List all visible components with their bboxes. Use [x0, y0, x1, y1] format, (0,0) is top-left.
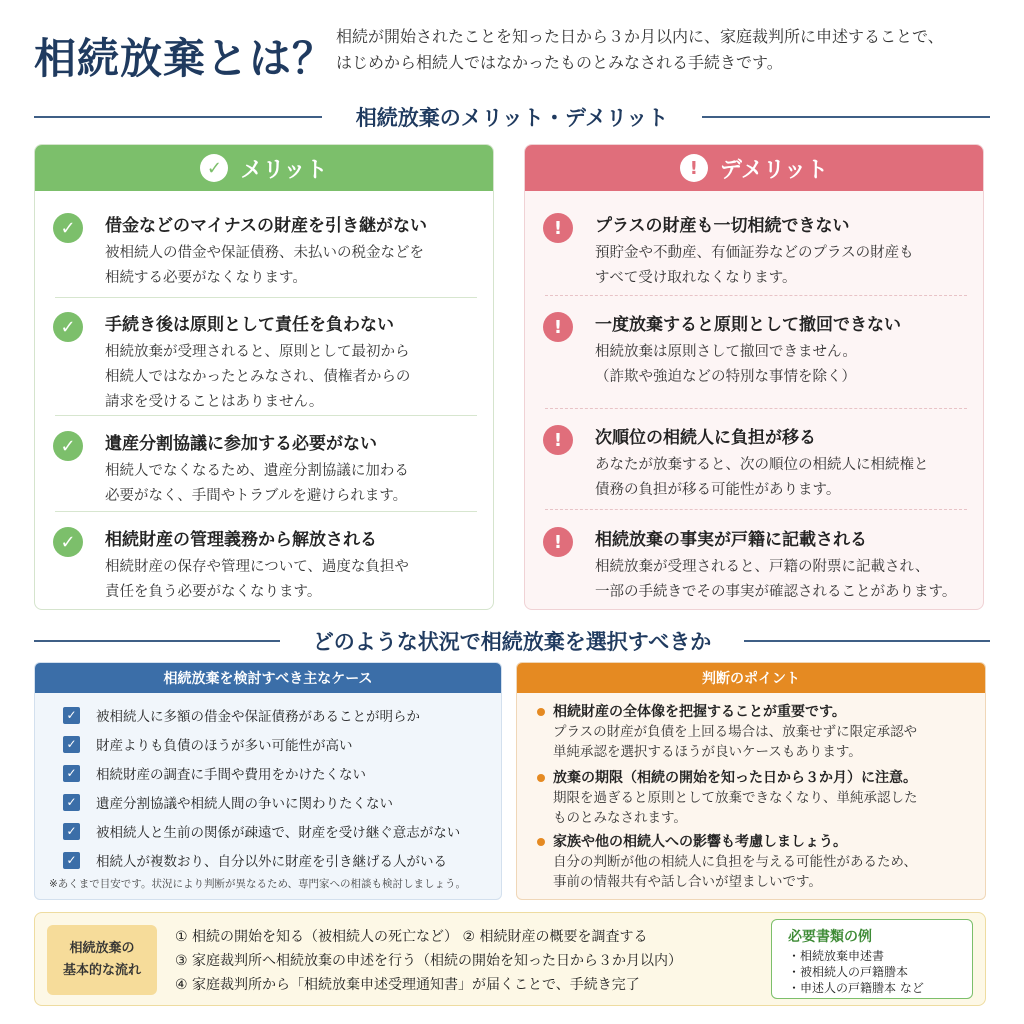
case-item	[63, 850, 447, 870]
item-separator	[545, 295, 967, 296]
check-icon: ✓	[53, 431, 83, 461]
merit-heading: メリット	[240, 157, 328, 183]
desc-line: あなたが放棄すると、次の順位の相続人に相続権と	[595, 457, 929, 473]
point-item	[537, 831, 975, 895]
exclamation-icon: !	[680, 154, 708, 182]
intro-text	[336, 24, 996, 76]
case-item	[63, 821, 460, 841]
desc-line: 単純承認を選択するほうが良いケースもあります。	[553, 744, 862, 760]
desc-line: 相続人ではなかったとみなされ、債権者からの	[105, 369, 411, 385]
checkbox-icon: ✓	[63, 765, 80, 782]
points-heading: 判断のポイント	[517, 663, 985, 693]
desc-line: 期限を過ぎると原則として放棄できなくなり、単純承認した	[553, 790, 918, 806]
exclamation-icon: !	[543, 213, 573, 243]
points-panel	[516, 662, 986, 900]
bullet-dot-icon	[537, 708, 545, 716]
flow-step: ③ 家庭裁判所へ相続放棄の申述を行う（相続の開始を知った日から３か月以内）	[175, 953, 682, 969]
intro-line: 相続が開始されたことを知った日から３か月以内に、家庭裁判所に申述することで、	[336, 27, 944, 46]
desc-line: 必要がなく、手間やトラブルを避けられます。	[105, 488, 408, 504]
desc-line: 一部の手続きでその事実が確認されることがあります。	[595, 584, 957, 600]
desc-line: 相続する必要がなくなります。	[105, 270, 307, 286]
demerit-item-title: 次順位の相続人に負担が移る	[595, 428, 816, 448]
desc-line: 責任を負う必要がなくなります。	[105, 584, 322, 600]
checkbox-icon: ✓	[63, 823, 80, 840]
item-separator	[55, 415, 477, 416]
cases-heading: 相続放棄を検討すべき主なケース	[35, 663, 501, 693]
doc-item: ・相続放棄申述書	[788, 949, 885, 963]
case-text: 相続人が複数おり、自分以外に財産を引き継げる人がいる	[96, 854, 447, 870]
desc-line: 相続放棄は原則さして撤回できません。	[595, 344, 857, 360]
desc-line: 請求を受けることはありません。	[105, 394, 324, 410]
desc-line: （詐欺や強迫などの特別な事情を除く）	[595, 369, 856, 385]
desc-line: すべて受け取れなくなります。	[595, 270, 797, 286]
demerit-panel	[524, 144, 984, 610]
desc-line: 相続財産の保存や管理について、過度な負担や	[105, 559, 409, 575]
case-text: 被相続人に多額の借金や保証債務があることが明らか	[96, 709, 420, 725]
exclamation-icon: !	[543, 312, 573, 342]
doc-item: ・被相続人の戸籍謄本	[788, 965, 909, 979]
header	[34, 18, 994, 88]
case-item	[63, 792, 393, 812]
demerit-item-desc	[595, 241, 973, 291]
cases-panel	[34, 662, 502, 900]
point-item	[537, 767, 975, 831]
check-icon: ✓	[53, 213, 83, 243]
point-title: 相続財産の全体像を把握することが重要です。	[553, 704, 846, 720]
point-title: 家族や他の相続人への影響も考慮しましょう。	[553, 834, 847, 850]
desc-line: ものとみなされます。	[553, 810, 687, 826]
section-divider-situations	[34, 626, 990, 656]
case-item	[63, 763, 366, 783]
check-icon: ✓	[53, 527, 83, 557]
merit-item-desc	[105, 340, 483, 415]
merit-item-title: 相続財産の管理義務から解放される	[105, 530, 377, 550]
merit-item-desc	[105, 555, 483, 605]
merit-item-desc	[105, 241, 483, 291]
merit-item-desc	[105, 459, 483, 509]
demerit-item-desc	[595, 555, 973, 605]
checkbox-icon: ✓	[63, 794, 80, 811]
exclamation-icon: !	[543, 527, 573, 557]
bullet-dot-icon	[537, 838, 545, 846]
case-item	[63, 734, 353, 754]
bullet-dot-icon	[537, 774, 545, 782]
item-separator	[545, 509, 967, 510]
point-desc	[553, 788, 918, 828]
merit-header	[35, 145, 493, 191]
check-icon: ✓	[53, 312, 83, 342]
case-item	[63, 705, 420, 725]
demerit-item-title: 一度放棄すると原則として撤回できない	[595, 315, 901, 335]
flow-label-line: 相続放棄の	[69, 941, 135, 956]
checkbox-icon: ✓	[63, 707, 80, 724]
desc-line: 相続放棄が受理されると、戸籍の附票に記載され、	[595, 559, 930, 575]
flow-label	[47, 925, 157, 995]
merit-item-title: 手続き後は原則として責任を負わない	[105, 315, 394, 335]
flow-steps	[175, 925, 682, 997]
required-docs-box	[771, 919, 973, 999]
desc-line: 被相続人の借金や保証債務、未払いの税金などを	[105, 245, 424, 261]
section-title: 相続放棄のメリット・デメリット	[355, 106, 669, 130]
demerit-item-desc	[595, 340, 973, 390]
demerit-header	[525, 145, 983, 191]
item-separator	[545, 408, 967, 409]
desc-line: 事前の情報共有や話し合いが望ましいです。	[553, 874, 822, 890]
desc-line: プラスの財産が負債を上回る場合は、放棄せずに限定承認や	[553, 724, 918, 740]
section-divider-merits	[34, 102, 990, 132]
merit-item-title: 遺産分割協議に参加する必要がない	[105, 434, 377, 454]
point-title: 放棄の期限（相続の開始を知った日から３か月）に注意。	[553, 770, 917, 786]
divider-line	[744, 640, 990, 642]
flow-label-line: 基本的な流れ	[62, 963, 141, 978]
case-text: 財産よりも負債のほうが多い可能性が高い	[96, 738, 353, 754]
desc-line: 相続人でなくなるため、遺産分割協議に加わる	[105, 463, 409, 479]
point-desc	[553, 722, 917, 762]
desc-line: 債務の負担が移る可能性があります。	[595, 482, 841, 498]
demerit-item-title: 相続放棄の事実が戸籍に記載される	[595, 530, 867, 550]
check-icon: ✓	[200, 154, 228, 182]
case-text: 被相続人と生前の関係が疎遠で、財産を受け継ぐ意志がない	[96, 825, 461, 841]
point-desc	[553, 852, 917, 892]
merit-item-title: 借金などのマイナスの財産を引き継がない	[105, 216, 427, 236]
desc-line: 預貯金や不動産、有価証券などのプラスの財産も	[595, 245, 914, 261]
section-title: どのような状況で相続放棄を選択すべきか	[312, 630, 712, 654]
doc-item: ・申述人の戸籍謄本 など	[788, 981, 924, 995]
demerit-item-title: プラスの財産も一切相続できない	[595, 216, 850, 236]
exclamation-icon: !	[543, 425, 573, 455]
point-item	[537, 701, 975, 765]
demerit-heading: デメリット	[719, 157, 829, 183]
docs-title: 必要書類の例	[788, 929, 872, 945]
desc-line: 相続放棄が受理されると、原則として最初から	[105, 344, 410, 360]
flow-panel	[34, 912, 986, 1006]
checkbox-icon: ✓	[63, 852, 80, 869]
merit-panel	[34, 144, 494, 610]
divider-line	[702, 116, 990, 118]
intro-line: はじめから相続人ではなかったものとみなされる手続きです。	[336, 53, 783, 72]
item-separator	[55, 511, 477, 512]
case-text: 相続財産の調査に手間や費用をかけたくない	[96, 767, 366, 783]
page-title: 相続放棄とは？	[34, 34, 336, 83]
desc-line: 自分の判断が他の相続人に負担を与える可能性があるため、	[553, 854, 917, 870]
docs-list	[788, 948, 924, 996]
flow-step: ① 相続の開始を知る（被相続人の死亡など） ② 相続財産の概要を調査する	[175, 929, 648, 945]
case-text: 遺産分割協議や相続人間の争いに関わりたくない	[96, 796, 393, 812]
checkbox-icon: ✓	[63, 736, 80, 753]
demerit-item-desc	[595, 453, 973, 503]
item-separator	[55, 297, 477, 298]
cases-note: ※あくまで目安です。状況により判断が異なるため、専門家への相談も検討しましょう。	[49, 878, 467, 890]
flow-step: ④ 家庭裁判所から「相続放棄申述受理通知書」が届くことで、手続き完了	[175, 977, 640, 993]
